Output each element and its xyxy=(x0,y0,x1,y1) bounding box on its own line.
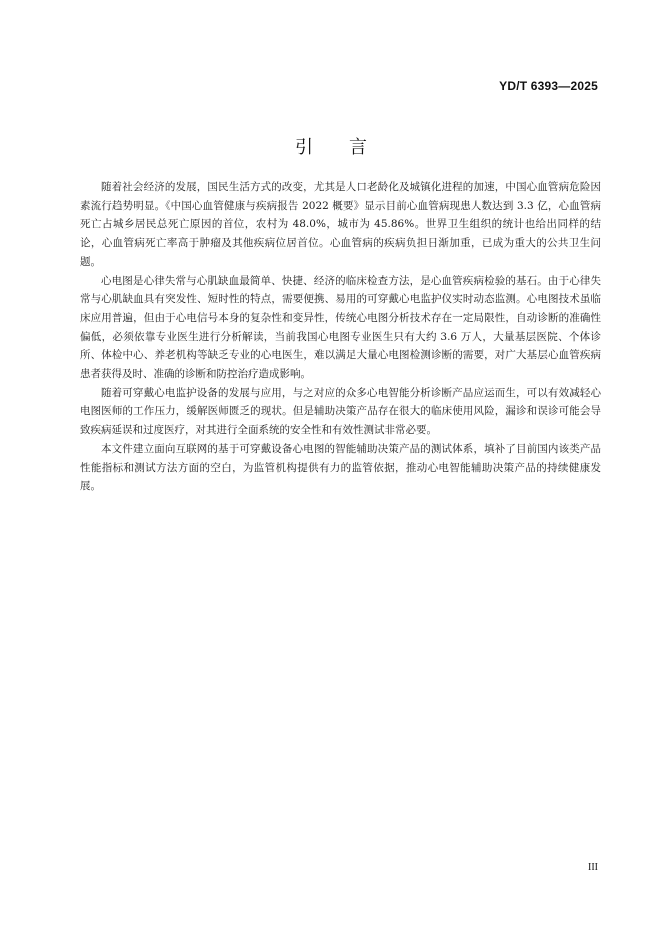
paragraph-4: 本文件建立面向互联网的基于可穿戴设备心电图的智能辅助决策产品的测试体系，填补了目前国内该类产品性能指标和测试方法方面的空白，为监管机构提供有力的监管依据，推动心电智能辅助决策产品的持续健康发展。 xyxy=(80,442,601,493)
page-title: 引言 xyxy=(295,137,403,158)
standard-code: YD/T 6393—2025 xyxy=(499,79,598,93)
page-number: III xyxy=(588,862,598,873)
document-body xyxy=(80,178,601,496)
paragraph-1: 随着社会经济的发展，国民生活方式的改变，尤其是人口老龄化及城镇化进程的加速，中国心血管病危险因素流行趋势明显。《中国心血管健康与疾病报告 2022 概要》显示目前心血管病现患人数达到 3.3 亿，心血管病死亡占城乡居民总死亡原因的首位，农村为 48.0%，城市为 45.86%。世界卫生组织的统计也给出同样的结论，心血管病死亡率高于肿瘤及其他疾病位居首位。心血管病的疾病负担日渐加重，已成为重大的公共卫生问题。 xyxy=(80,181,601,268)
paragraph-2: 心电图是心律失常与心肌缺血最简单、快捷、经济的临床检查方法，是心血管疾病检验的基石。由于心律失常与心肌缺血具有突发性、短时性的特点，需要便携、易用的可穿戴心电监护仪实时动态监测。心电图技术虽临床应用普遍，但由于心电信号本身的复杂性和变异性，传统心电图分析技术存在一定局限性，自动诊断的准确性偏低，必须依靠专业医生进行分析解读，当前我国心电图专业医生只有大约 3.6 万人，大量基层医院、个体诊所、体检中心、养老机构等缺乏专业的心电医生，难以满足大量心电图检测诊断的需要，对广大基层心血管疾病患者获得及时、准确的诊断和防控治疗造成影响。 xyxy=(80,274,601,381)
paragraph-3: 随着可穿戴心电监护设备的发展与应用，与之对应的众多心电智能分析诊断产品应运而生，可以有效减轻心电图医师的工作压力，缓解医师匮乏的现状。但是辅助决策产品存在很大的临床使用风险，漏诊和误诊可能会导致疾病延误和过度医疗，对其进行全面系统的安全性和有效性测试非常必要。 xyxy=(80,386,601,437)
